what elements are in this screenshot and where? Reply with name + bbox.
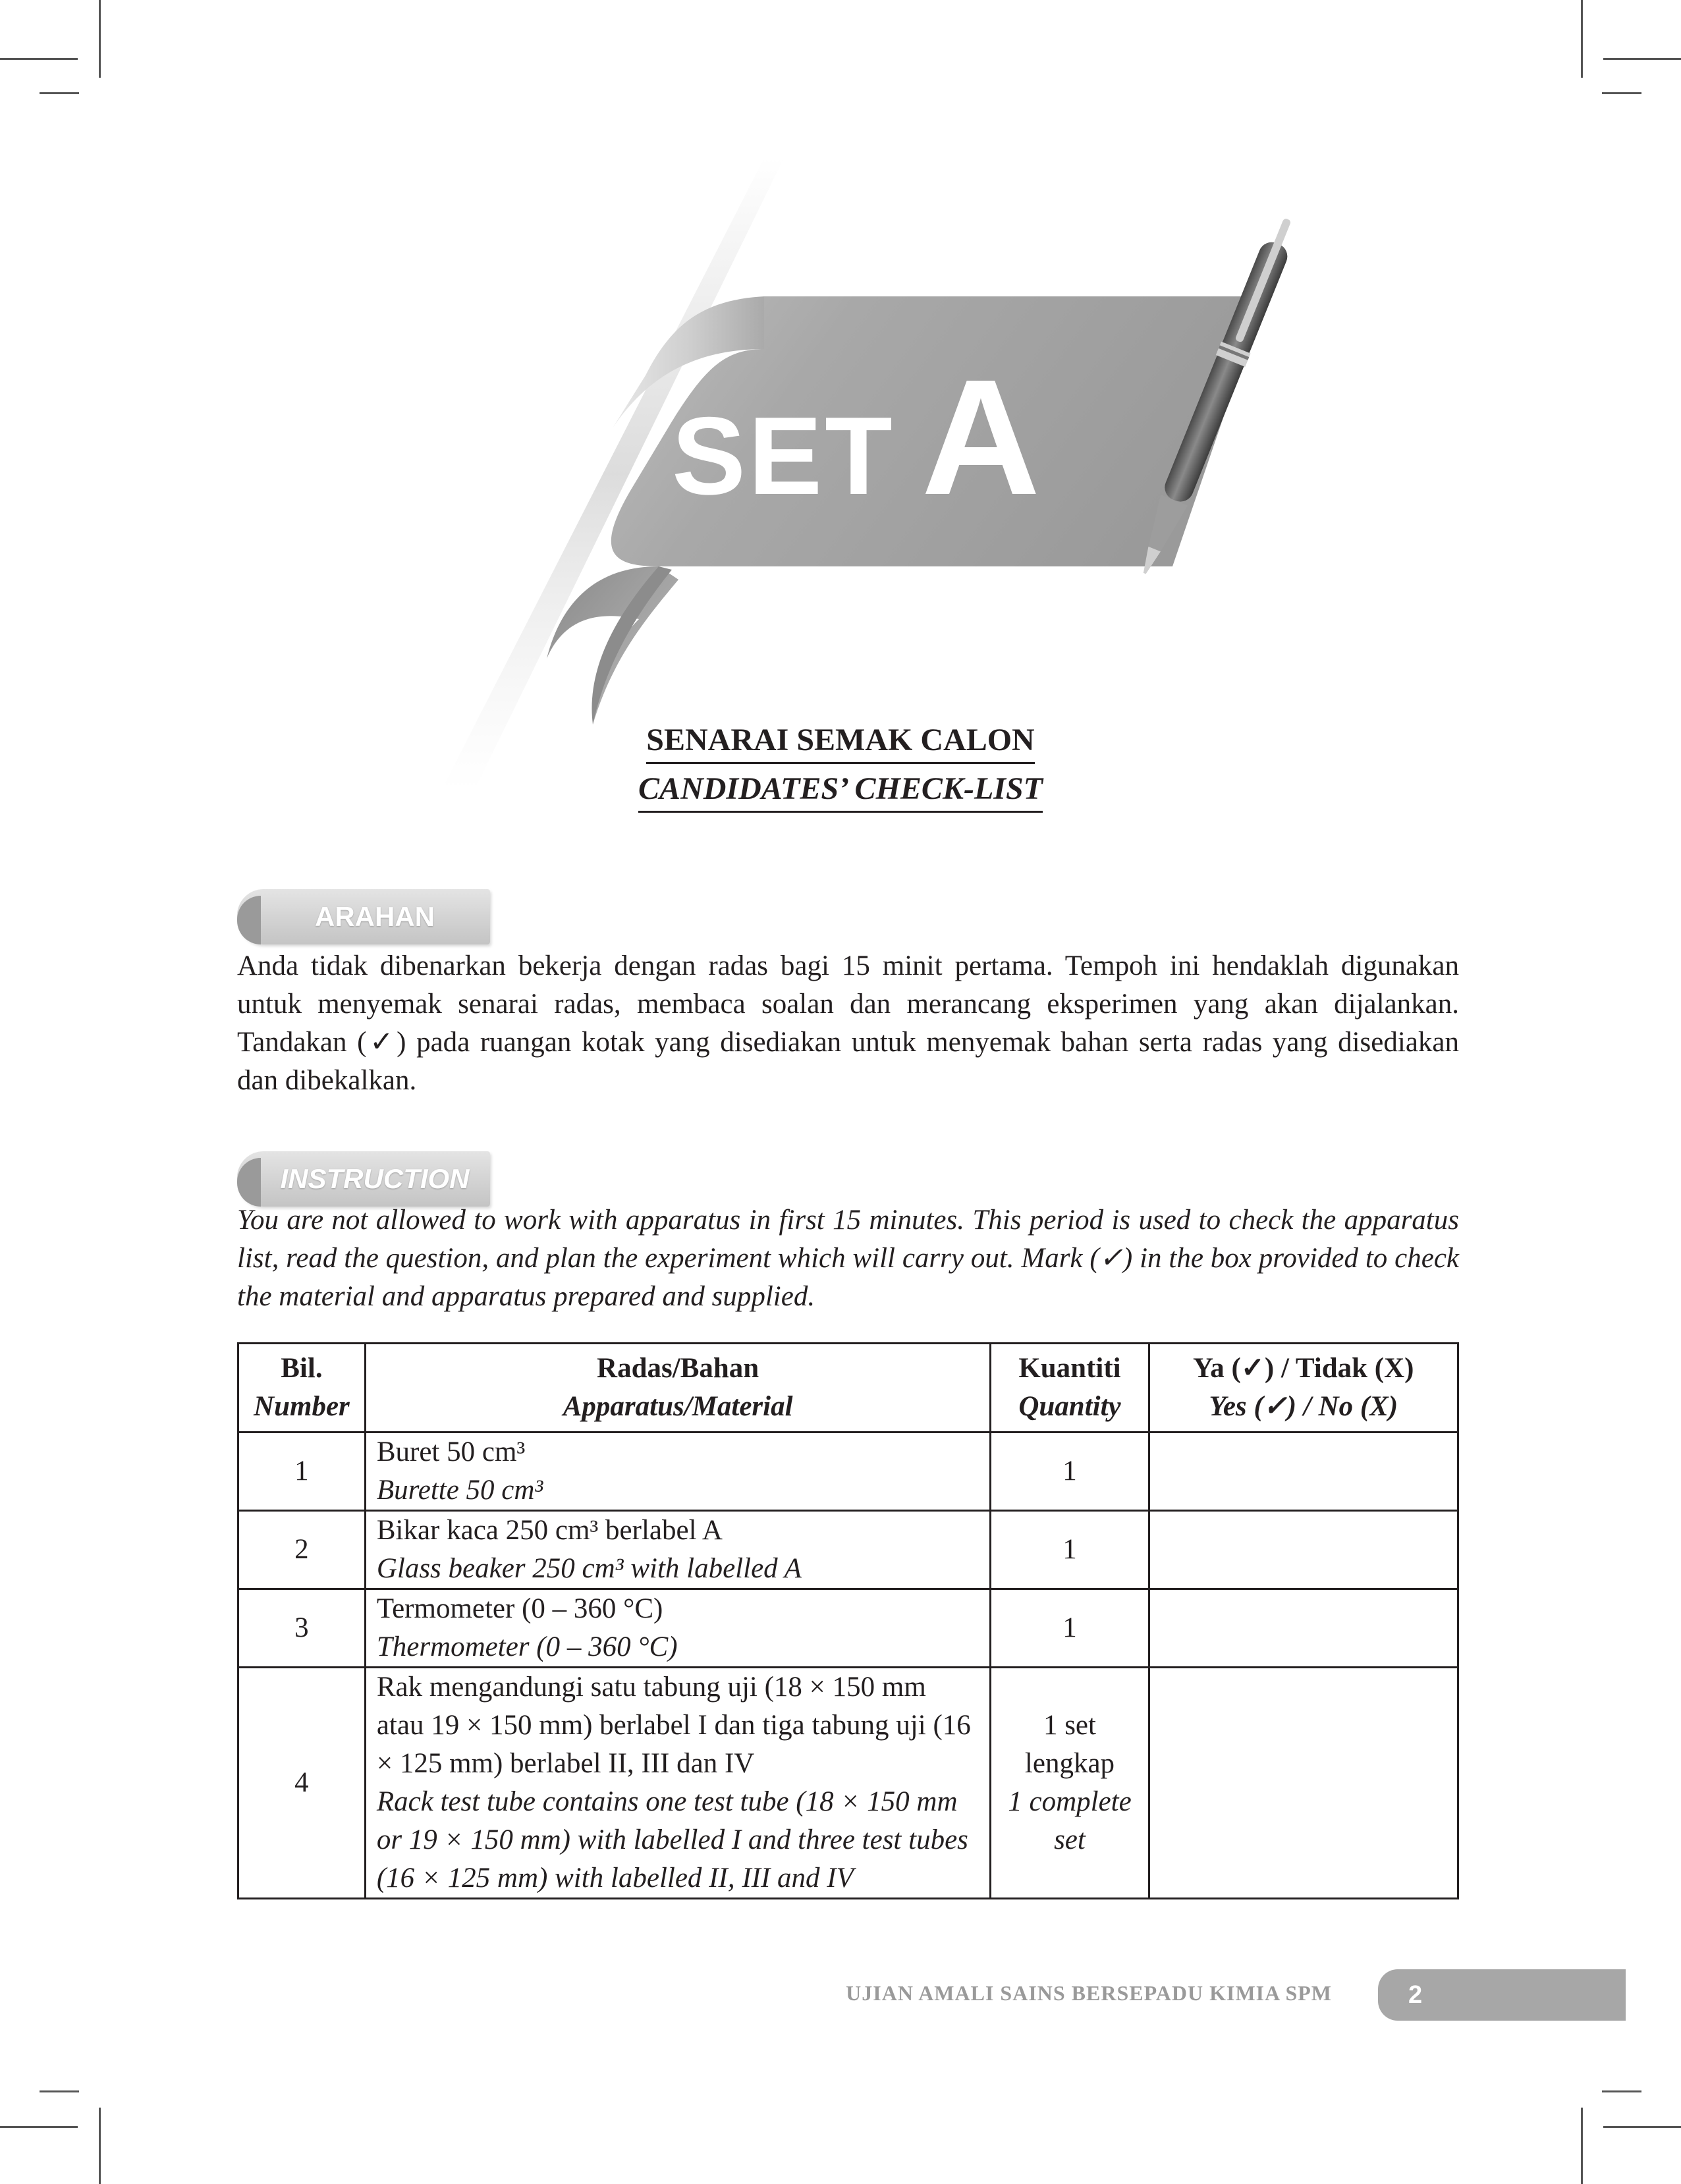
check-box-cell[interactable] — [1149, 1433, 1458, 1511]
row-number: 4 — [238, 1668, 366, 1899]
crop-mark — [1603, 2126, 1681, 2128]
header-quantity — [991, 1344, 1149, 1433]
row-quantity: 1 — [991, 1589, 1149, 1668]
header-number-en: Number — [254, 1391, 350, 1422]
header-number — [238, 1344, 366, 1433]
crop-mark — [1581, 0, 1583, 78]
crop-mark — [99, 0, 101, 78]
header-quantity-ms: Kuantiti — [1018, 1353, 1121, 1384]
footer-book-title: UJIAN AMALI SAINS BERSEPADU KIMIA SPM — [846, 1981, 1332, 2005]
row-number: 2 — [238, 1511, 366, 1589]
instruction-tab — [237, 1151, 490, 1207]
table-row — [238, 1589, 1458, 1668]
row-item — [365, 1433, 991, 1511]
row-item — [365, 1511, 991, 1589]
item-malay: Bikar kaca 250 cm³ berlabel A — [376, 1515, 723, 1546]
item-malay: Termometer (0 – 360 °C) — [376, 1593, 663, 1624]
header-yes-no — [1149, 1344, 1458, 1433]
crop-mark — [1581, 2108, 1583, 2184]
instruction-label: INSTRUCTION — [280, 1163, 470, 1194]
row-quantity — [991, 1668, 1149, 1899]
set-title — [672, 342, 1040, 532]
page-number: 2 — [1408, 1981, 1423, 2009]
item-malay: Buret 50 cm³ — [376, 1436, 526, 1467]
item-malay: Rak mengandungi satu tabung uji (18 × 150 mm atau 19 × 150 mm) berlabel I dan tiga tabung uji (16 × 125 mm) berlabel II, III dan IV — [376, 1672, 971, 1779]
arahan-text: Anda tidak dibenarkan bekerja dengan radas bagi 15 minit pertama. Tempoh ini hendaklah digunakan untuk menyemak senarai radas, membaca soalan dan merancang eksperimen yang akan dijalankan. Tandakan (✓) pada ruangan kotak yang disediakan untuk menyemak bahan serta radas yang disediakan dan dibekalkan. — [237, 950, 1459, 1096]
set-title-letter: A — [921, 345, 1041, 529]
check-box-cell[interactable] — [1149, 1589, 1458, 1668]
table-row — [238, 1433, 1458, 1511]
row-item — [365, 1668, 991, 1899]
crop-mark — [0, 2126, 78, 2128]
checklist-table — [237, 1342, 1459, 1899]
crop-mark — [1602, 2090, 1641, 2092]
header-apparatus-ms: Radas/Bahan — [597, 1353, 759, 1384]
crop-mark — [40, 2090, 79, 2092]
header-number-ms: Bil. — [281, 1353, 323, 1384]
item-english: Burette 50 cm³ — [376, 1475, 543, 1506]
page-title-english — [0, 771, 1681, 813]
page-title-malay-text: SENARAI SEMAK CALON — [646, 722, 1034, 764]
table-row — [238, 1668, 1458, 1899]
check-box-cell[interactable] — [1149, 1668, 1458, 1899]
header-yes-no-ms: Ya (✓) / Tidak (X) — [1193, 1353, 1414, 1384]
row-item — [365, 1589, 991, 1668]
row-number: 3 — [238, 1589, 366, 1668]
header-yes-no-en: Yes (✓) / No (X) — [1209, 1391, 1398, 1422]
item-english: Rack test tube contains one test tube (18 × 150 mm or 19 × 150 mm) with labelled I and three test tubes (16 × 125 mm) with labelled II, III and IV — [376, 1786, 968, 1894]
header-apparatus — [365, 1344, 991, 1433]
crop-mark — [99, 2108, 101, 2184]
row-quantity: 1 — [991, 1433, 1149, 1511]
arahan-tab — [237, 889, 490, 944]
header-apparatus-en: Apparatus/Material — [563, 1391, 793, 1422]
crop-mark — [1602, 92, 1641, 94]
quantity-malay: 1 set lengkap — [1024, 1710, 1115, 1779]
page-title-malay — [0, 722, 1681, 764]
crop-mark — [1603, 58, 1681, 60]
set-title-word: SET — [672, 394, 895, 518]
arahan-label: ARAHAN — [315, 901, 435, 932]
table-header-row — [238, 1344, 1458, 1433]
item-english: Glass beaker 250 cm³ with labelled A — [376, 1553, 802, 1584]
row-quantity: 1 — [991, 1511, 1149, 1589]
header-quantity-en: Quantity — [1018, 1391, 1121, 1422]
quantity-english: 1 complete set — [1008, 1786, 1132, 1855]
table-row — [238, 1511, 1458, 1589]
page-title-english-text: CANDIDATES’ CHECK-LIST — [638, 771, 1043, 813]
check-box-cell[interactable] — [1149, 1511, 1458, 1589]
item-english: Thermometer (0 – 360 °C) — [376, 1631, 678, 1662]
crop-mark — [0, 58, 78, 60]
instruction-text: You are not allowed to work with apparatus in first 15 minutes. This period is used to check the apparatus list, read the question, and plan the experiment which will carry out. Mark (✓) in the box provided to check the material and apparatus prepared and supplied. — [237, 1205, 1459, 1312]
row-number: 1 — [238, 1433, 366, 1511]
crop-mark — [40, 92, 79, 94]
